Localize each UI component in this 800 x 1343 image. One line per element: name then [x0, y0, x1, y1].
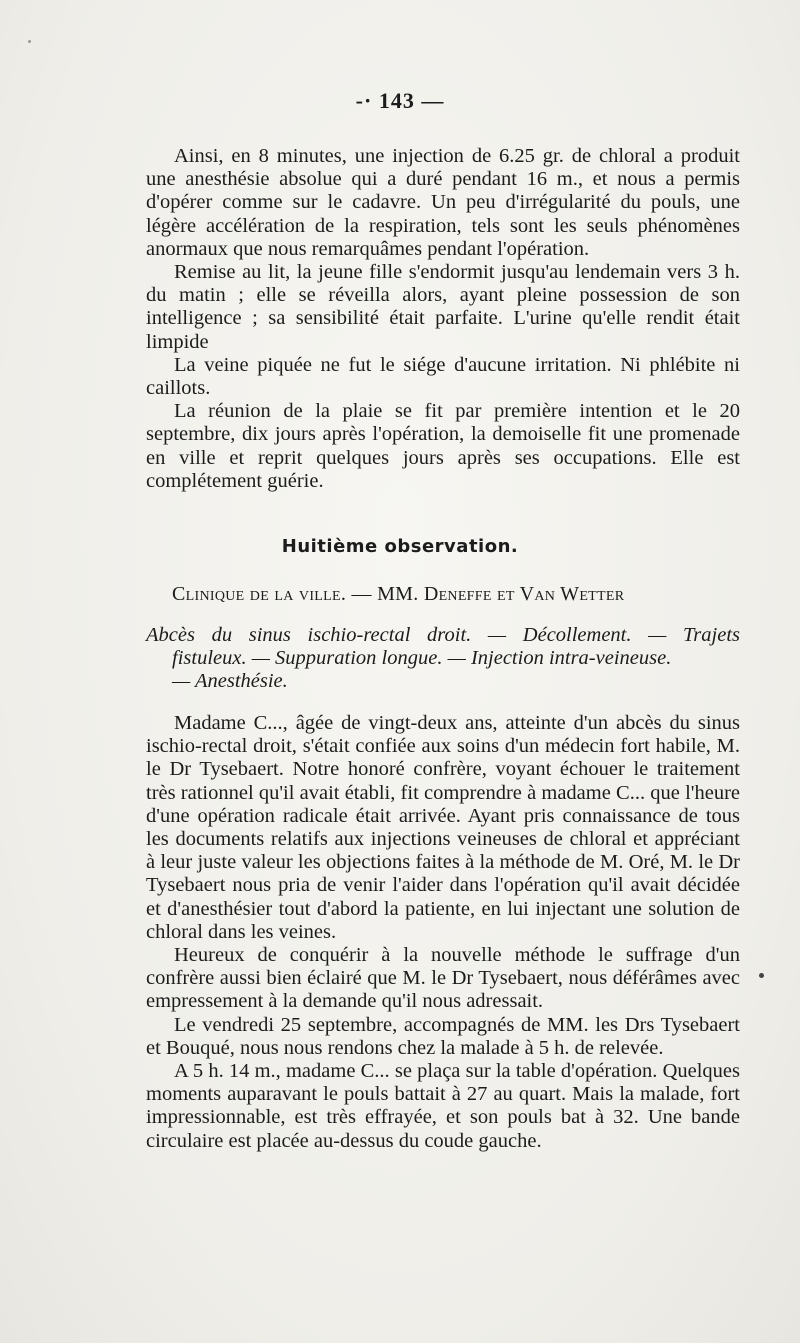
page-number: -· 143 —	[355, 88, 445, 113]
summary-line: — Anesthésie.	[172, 670, 288, 693]
clinic-authors: MM. Deneffe et Van Wetter	[377, 583, 625, 605]
page-speck	[28, 40, 31, 43]
clinic-line	[172, 583, 762, 606]
paragraph: La veine piquée ne fut le siége d'aucune irritation. Ni phlébite ni caillots.	[146, 353, 740, 400]
summary-line: fistuleux. — Suppuration longue. — Injection intra-veineuse.	[172, 647, 672, 670]
paragraph: Madame C..., âgée de vingt-deux ans, atteinte d'un abcès du sinus ischio-rectal droit, s'était confiée aux soins d'un médecin fort habile, M. le Dr Tysebaert. Notre honoré confrère, voyant échouer le traitement très rationnel qu'il avait établi, fit comprendre à madame C... que l'heure d'une opération radicale était arrivée. Ayant pris connaissance de tous les documents relatifs aux injections veineuses de chloral et appréciant à leur juste valeur les objections faites à la méthode de M. Oré, M. le Dr Tysebaert nous pria de venir l'aider dans l'opération qu'il avait décidée et d'anesthésier tout d'abord la patiente, en lui injectant une solution de chloral dans les veines.	[146, 712, 740, 943]
paragraph: Ainsi, en 8 minutes, une injection de 6.25 gr. de chloral a produit une anesthésie absolue qui a duré pendant 16 m., et nous a permis d'opérer comme sur le cadavre. Un peu d'irrégularité du pouls, une légère accélération de la respiration, tels sont les seuls phénomènes anormaux que nous remarquâmes pendant l'opération.	[146, 145, 740, 260]
paragraph: La réunion de la plaie se fit par première intention et le 20 septembre, dix jours après l'opération, la demoiselle fit une promenade en ville et reprit quelques jours après ses occupations. Elle est complétement guérie.	[146, 400, 740, 492]
clinic-dash: —	[346, 583, 378, 605]
case-summary	[146, 624, 740, 694]
text-block-first	[146, 145, 740, 493]
margin-ink-spot	[759, 973, 764, 978]
paragraph: A 5 h. 14 m., madame C... se plaça sur la table d'opération. Quelques moments auparavant le pouls battait à 27 au quart. Mais la malade, fort impressionnable, est très effrayée, et son pouls bat à 32. Une bande circulaire est placée au-dessus du coude gauche.	[146, 1060, 740, 1152]
paragraph: Heureux de conquérir à la nouvelle méthode le suffrage d'un confrère aussi bien éclairé que M. le Dr Tysebaert, nous déférâmes avec empressement à la demande qu'il nous adressait.	[146, 944, 740, 1013]
summary-line: Abcès du sinus ischio-rectal droit. — Décollement. — Trajets	[146, 624, 740, 646]
paragraph: Le vendredi 25 septembre, accompagnés de MM. les Drs Tysebaert et Bouqué, nous nous rendons chez la malade à 5 h. de relevée.	[146, 1013, 740, 1059]
text-block-second	[146, 712, 740, 1153]
clinic-name: Clinique de la ville.	[172, 583, 347, 605]
section-heading: Huitième observation.	[281, 536, 519, 557]
paragraph: Remise au lit, la jeune fille s'endormit jusqu'au lendemain vers 3 h. du matin ; elle se réveilla alors, ayant pleine possession de son intelligence ; sa sensibilité était parfaite. L'urine qu'elle rendit était limpide	[146, 261, 740, 353]
